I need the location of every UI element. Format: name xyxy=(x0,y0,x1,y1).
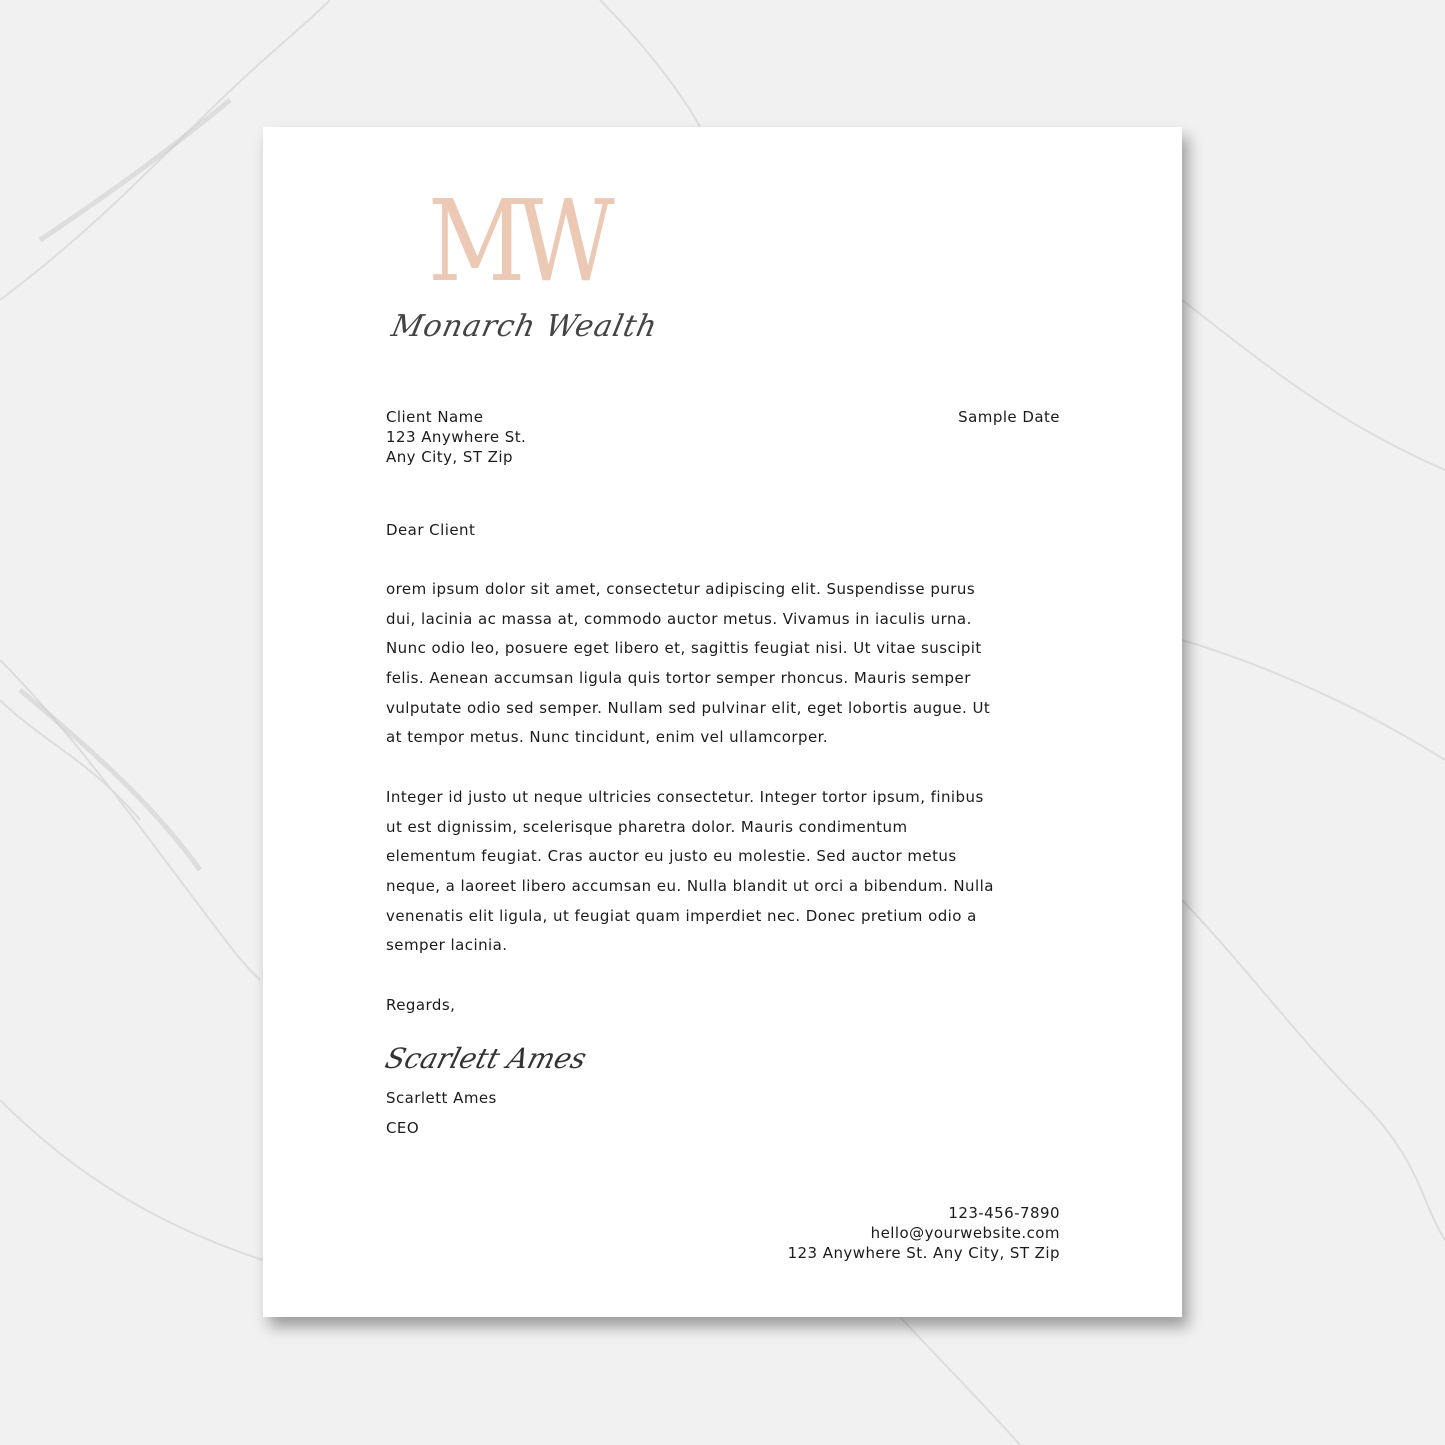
paragraph-line: orem ipsum dolor sit amet, consectetur adipiscing elit. Suspendisse purus xyxy=(386,580,976,598)
paragraph-line: vulputate odio sed semper. Nullam sed pulvinar elit, eget lobortis augue. Ut xyxy=(386,698,991,717)
signer-name: Scarlett Ames xyxy=(386,1089,497,1107)
recipient-line: Client Name xyxy=(386,408,484,426)
signature: Scarlett Ames xyxy=(381,1042,591,1075)
closing: Regards, xyxy=(386,996,456,1014)
salutation: Dear Client xyxy=(386,521,476,539)
paragraph-1 xyxy=(386,575,990,753)
recipient-line: Any City, ST Zip xyxy=(386,448,513,466)
paragraph-line: neque, a laoreet libero accumsan eu. Nulla blandit ut orci a bibendum. Nulla xyxy=(386,877,994,896)
footer-email: hello@yourwebsite.com xyxy=(870,1224,1060,1242)
logo-brand-name: Monarch Wealth xyxy=(388,309,661,344)
paragraph-line: ut est dignissim, scelerisque pharetra dolor. Mauris condimentum xyxy=(386,817,908,836)
recipient-line: 123 Anywhere St. xyxy=(386,428,527,446)
recipient-address xyxy=(386,407,526,467)
paragraph-line: felis. Aenean accumsan ligula quis tortor semper rhoncus. Mauris semper xyxy=(386,669,971,688)
footer-address: 123 Anywhere St. Any City, ST Zip xyxy=(787,1244,1060,1262)
paragraph-line: semper lacinia. xyxy=(386,936,508,955)
paragraph-line: venenatis elit ligula, ut feugiat quam imperdiet nec. Donec pretium odio a xyxy=(386,906,977,925)
footer-contact xyxy=(788,1203,1060,1263)
signer-block xyxy=(386,1084,497,1143)
paragraph-line: elementum feugiat. Cras auctor eu justo eu molestie. Sed auctor metus xyxy=(386,847,957,866)
paragraph-line: Integer id justo ut neque ultricies consectetur. Integer tortor ipsum, finibus xyxy=(386,788,984,806)
footer-phone: 123-456-7890 xyxy=(948,1204,1060,1222)
logo-monogram: MW xyxy=(428,177,607,307)
signer-title: CEO xyxy=(386,1118,420,1137)
paragraph-line: Nunc odio leo, posuere eget libero et, sagittis feugiat nisi. Ut vitae suscipit xyxy=(386,639,982,658)
paragraph-2 xyxy=(386,783,994,961)
paragraph-line: at tempor metus. Nunc tincidunt, enim vel ullamcorper. xyxy=(386,728,829,747)
paragraph-line: dui, lacinia ac massa at, commodo auctor metus. Vivamus in iaculis urna. xyxy=(386,609,972,628)
letter-date: Sample Date xyxy=(958,408,1060,426)
